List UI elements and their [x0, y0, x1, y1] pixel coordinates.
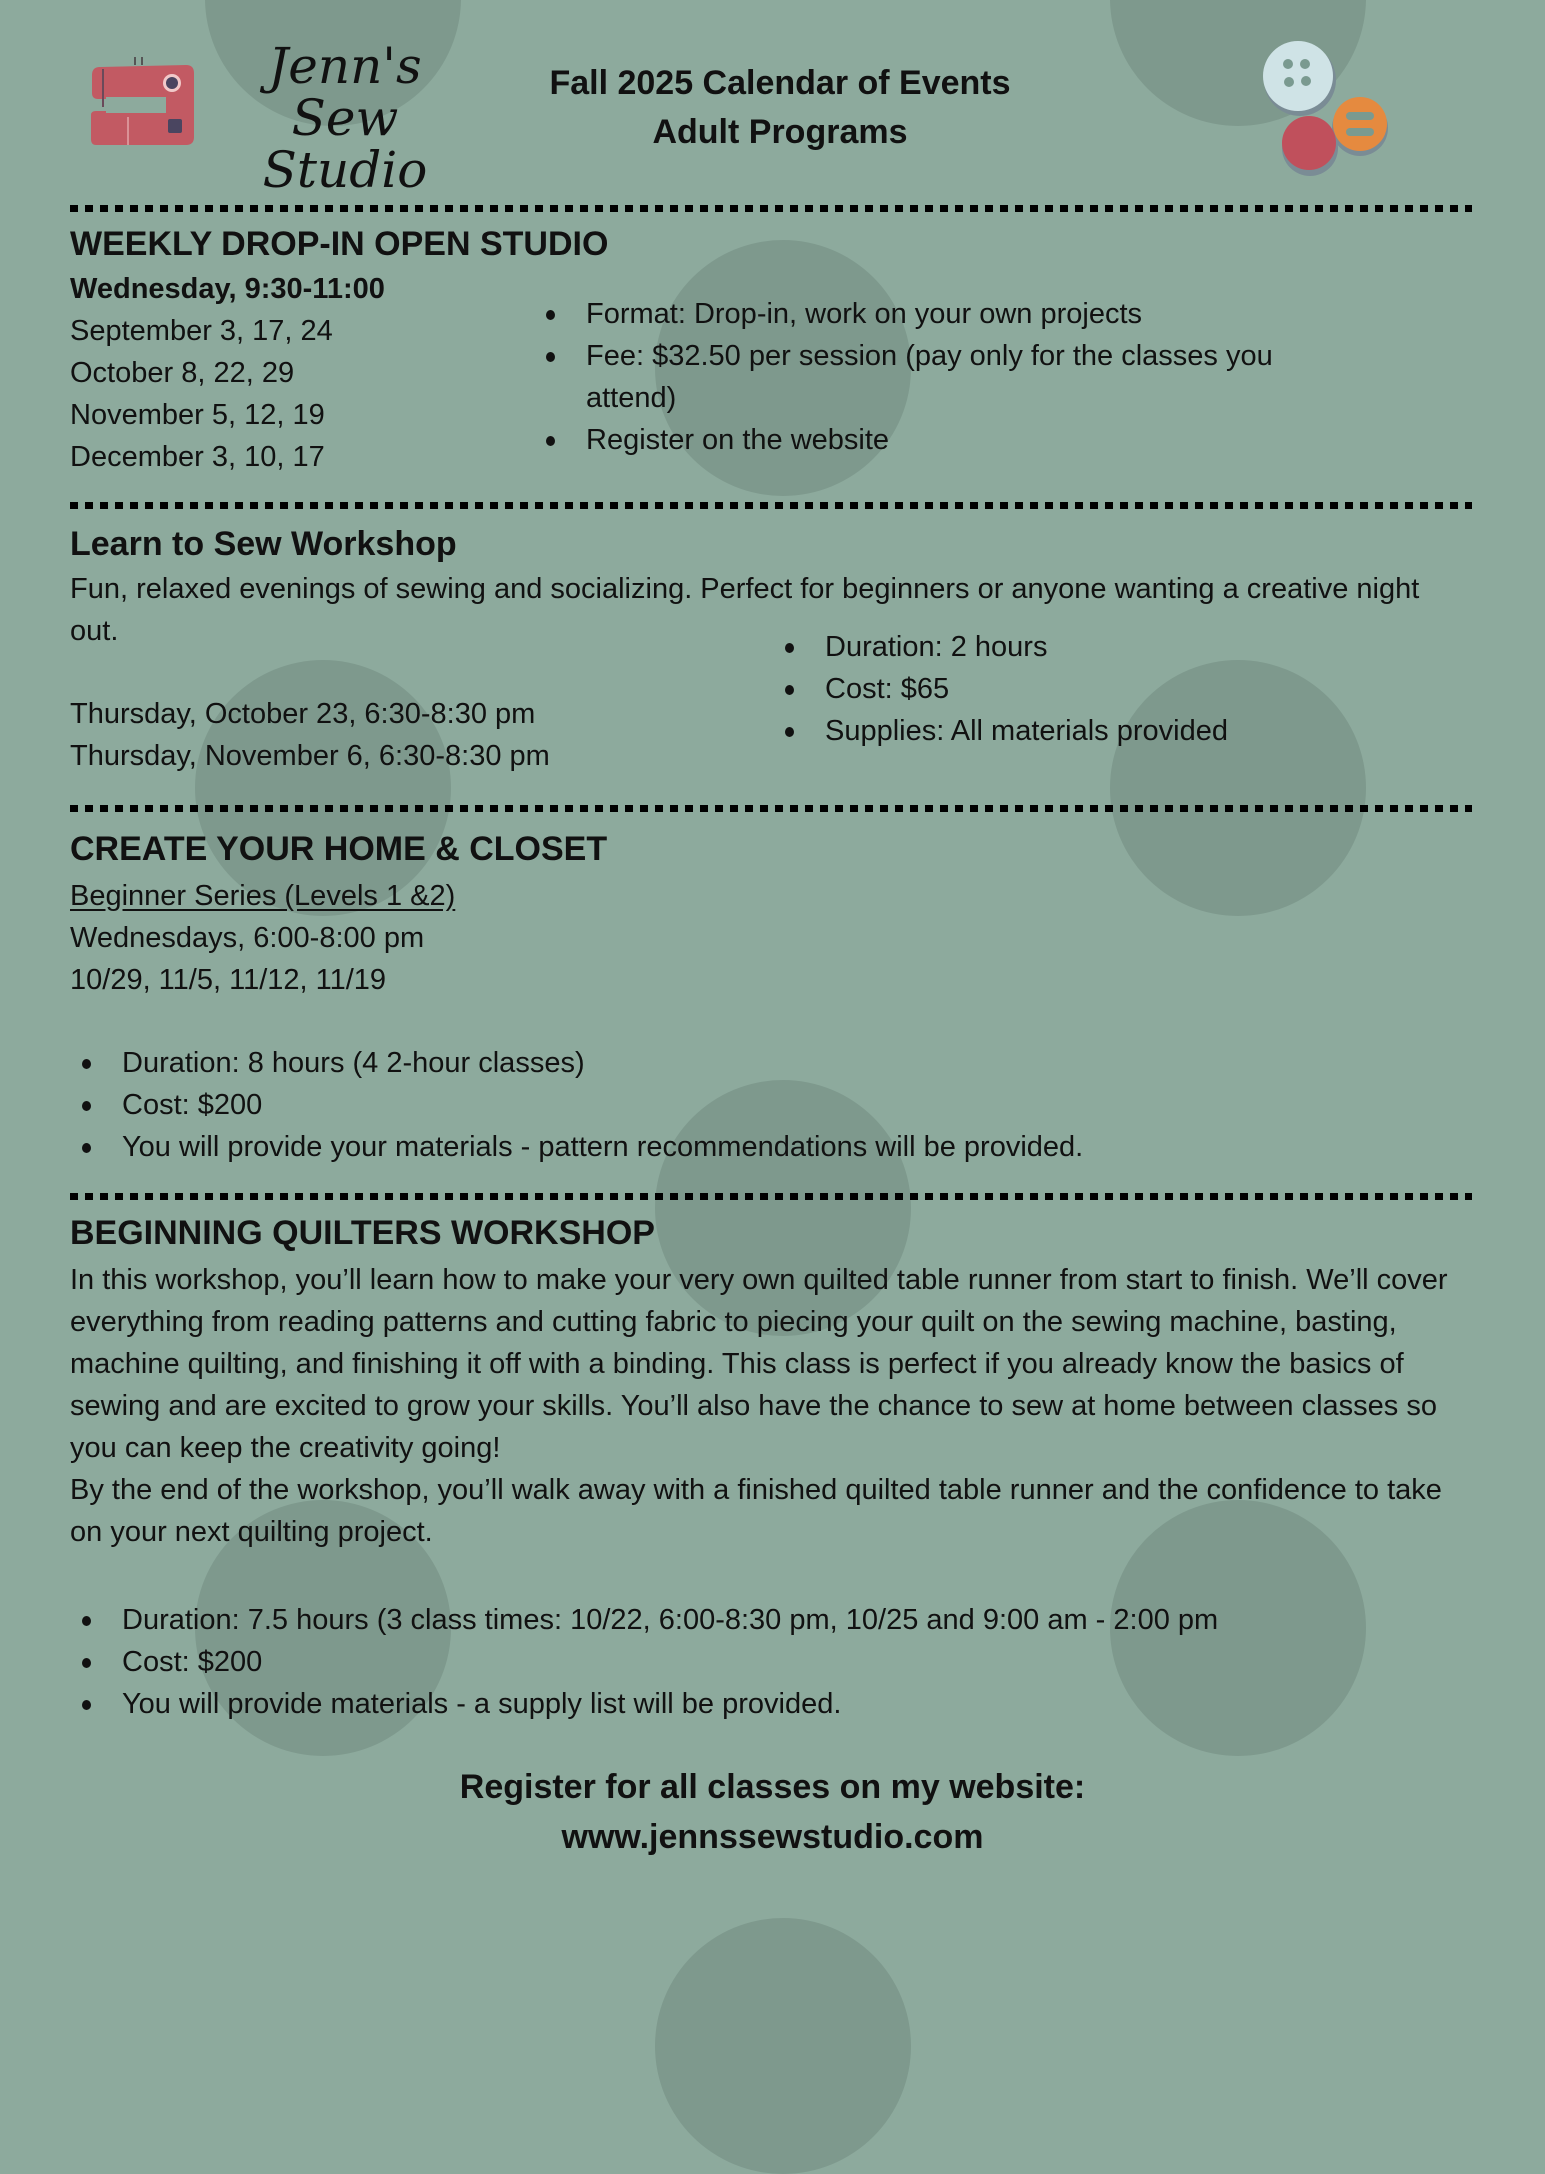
learn-detail-item: Duration: 2 hours [773, 626, 1373, 668]
quilters-heading: BEGINNING QUILTERS WORKSHOP [70, 1214, 655, 1252]
learn-detail-item: Cost: $65 [773, 668, 1373, 710]
section-divider [70, 1193, 1472, 1200]
section-divider [70, 805, 1472, 812]
dropin-date: December 3, 10, 17 [70, 441, 325, 473]
studio-logo [230, 37, 460, 199]
dropin-detail-item: Fee: $32.50 per session (pay only for the classes you attend) [534, 335, 1296, 419]
quilters-detail-item: Cost: $200 [70, 1641, 1470, 1683]
dropin-heading: WEEKLY DROP-IN OPEN STUDIO [70, 225, 609, 263]
learn-details [773, 626, 1373, 752]
title-line-2: Adult Programs [652, 113, 908, 151]
closet-details [70, 1042, 1420, 1168]
title-line-1: Fall 2025 Calendar of Events [549, 64, 1011, 102]
section-divider [70, 205, 1472, 212]
closet-series: Beginner Series (Levels 1 &2) [70, 880, 456, 912]
quilters-description [70, 1259, 1450, 1553]
closet-heading: CREATE YOUR HOME & CLOSET [70, 830, 608, 868]
buttons-icon [1258, 40, 1398, 180]
dropin-schedule: Wednesday, 9:30-11:00 [70, 273, 385, 305]
closet-info [70, 875, 455, 1001]
dropin-date: September 3, 17, 24 [70, 315, 333, 347]
quilters-paragraph: By the end of the workshop, you’ll walk away with a finished quilted table runner and the confidence to take on your next quilting project. [70, 1474, 1442, 1548]
footer-register-text: Register for all classes on my website: [459, 1768, 1086, 1806]
dropin-schedule-block [70, 268, 385, 478]
footer [0, 1762, 1545, 1862]
quilters-paragraph: In this workshop, you’ll learn how to make your very own quilted table runner from start to finish. We’ll cover everything from reading patterns and cutting fabric to piecing your quilt on the sewing machine, basting, machine quilting, and finishing it off with a binding. This class is perfect if you already know the basics of sewing and are excited to grow your skills. You’ll also have the chance to sew at home between classes so you can keep the creativity going! [70, 1264, 1448, 1464]
website-link[interactable]: www.jennssewstudio.com [561, 1818, 984, 1856]
learn-date: Thursday, October 23, 6:30-8:30 pm [70, 698, 536, 730]
learn-description: Fun, relaxed evenings of sewing and socializing. Perfect for beginners or anyone wanting a creative night out. [70, 573, 1420, 647]
dropin-detail-item: Register on the website [534, 419, 1304, 461]
quilters-detail-item: You will provide materials - a supply list will be provided. [70, 1683, 1470, 1725]
page-title [480, 58, 1080, 156]
dropin-details [534, 293, 1304, 461]
closet-detail-item: You will provide your materials - pattern recommendations will be provided. [70, 1126, 1420, 1168]
learn-dates [70, 693, 550, 777]
logo-line-2: Studio [262, 141, 428, 199]
quilters-details [70, 1599, 1470, 1725]
dropin-detail-item: Format: Drop-in, work on your own projects [534, 293, 1304, 335]
logo-line-1: Jenn's Sew [268, 37, 422, 147]
learn-detail-item: Supplies: All materials provided [773, 710, 1373, 752]
dropin-date: October 8, 22, 29 [70, 357, 295, 389]
closet-detail-item: Duration: 8 hours (4 2-hour classes) [70, 1042, 1420, 1084]
closet-dates: 10/29, 11/5, 11/12, 11/19 [70, 964, 387, 996]
closet-schedule: Wednesdays, 6:00-8:00 pm [70, 922, 425, 954]
section-divider [70, 502, 1472, 509]
quilters-detail-item: Duration: 7.5 hours (3 class times: 10/22, 6:00-8:30 pm, 10/25 and 9:00 am - 2:00 pm [70, 1599, 1470, 1641]
learn-date: Thursday, November 6, 6:30-8:30 pm [70, 740, 550, 772]
dropin-date: November 5, 12, 19 [70, 399, 325, 431]
closet-detail-item: Cost: $200 [70, 1084, 1420, 1126]
learn-heading: Learn to Sew Workshop [70, 525, 457, 563]
sewing-machine-icon [88, 55, 200, 147]
